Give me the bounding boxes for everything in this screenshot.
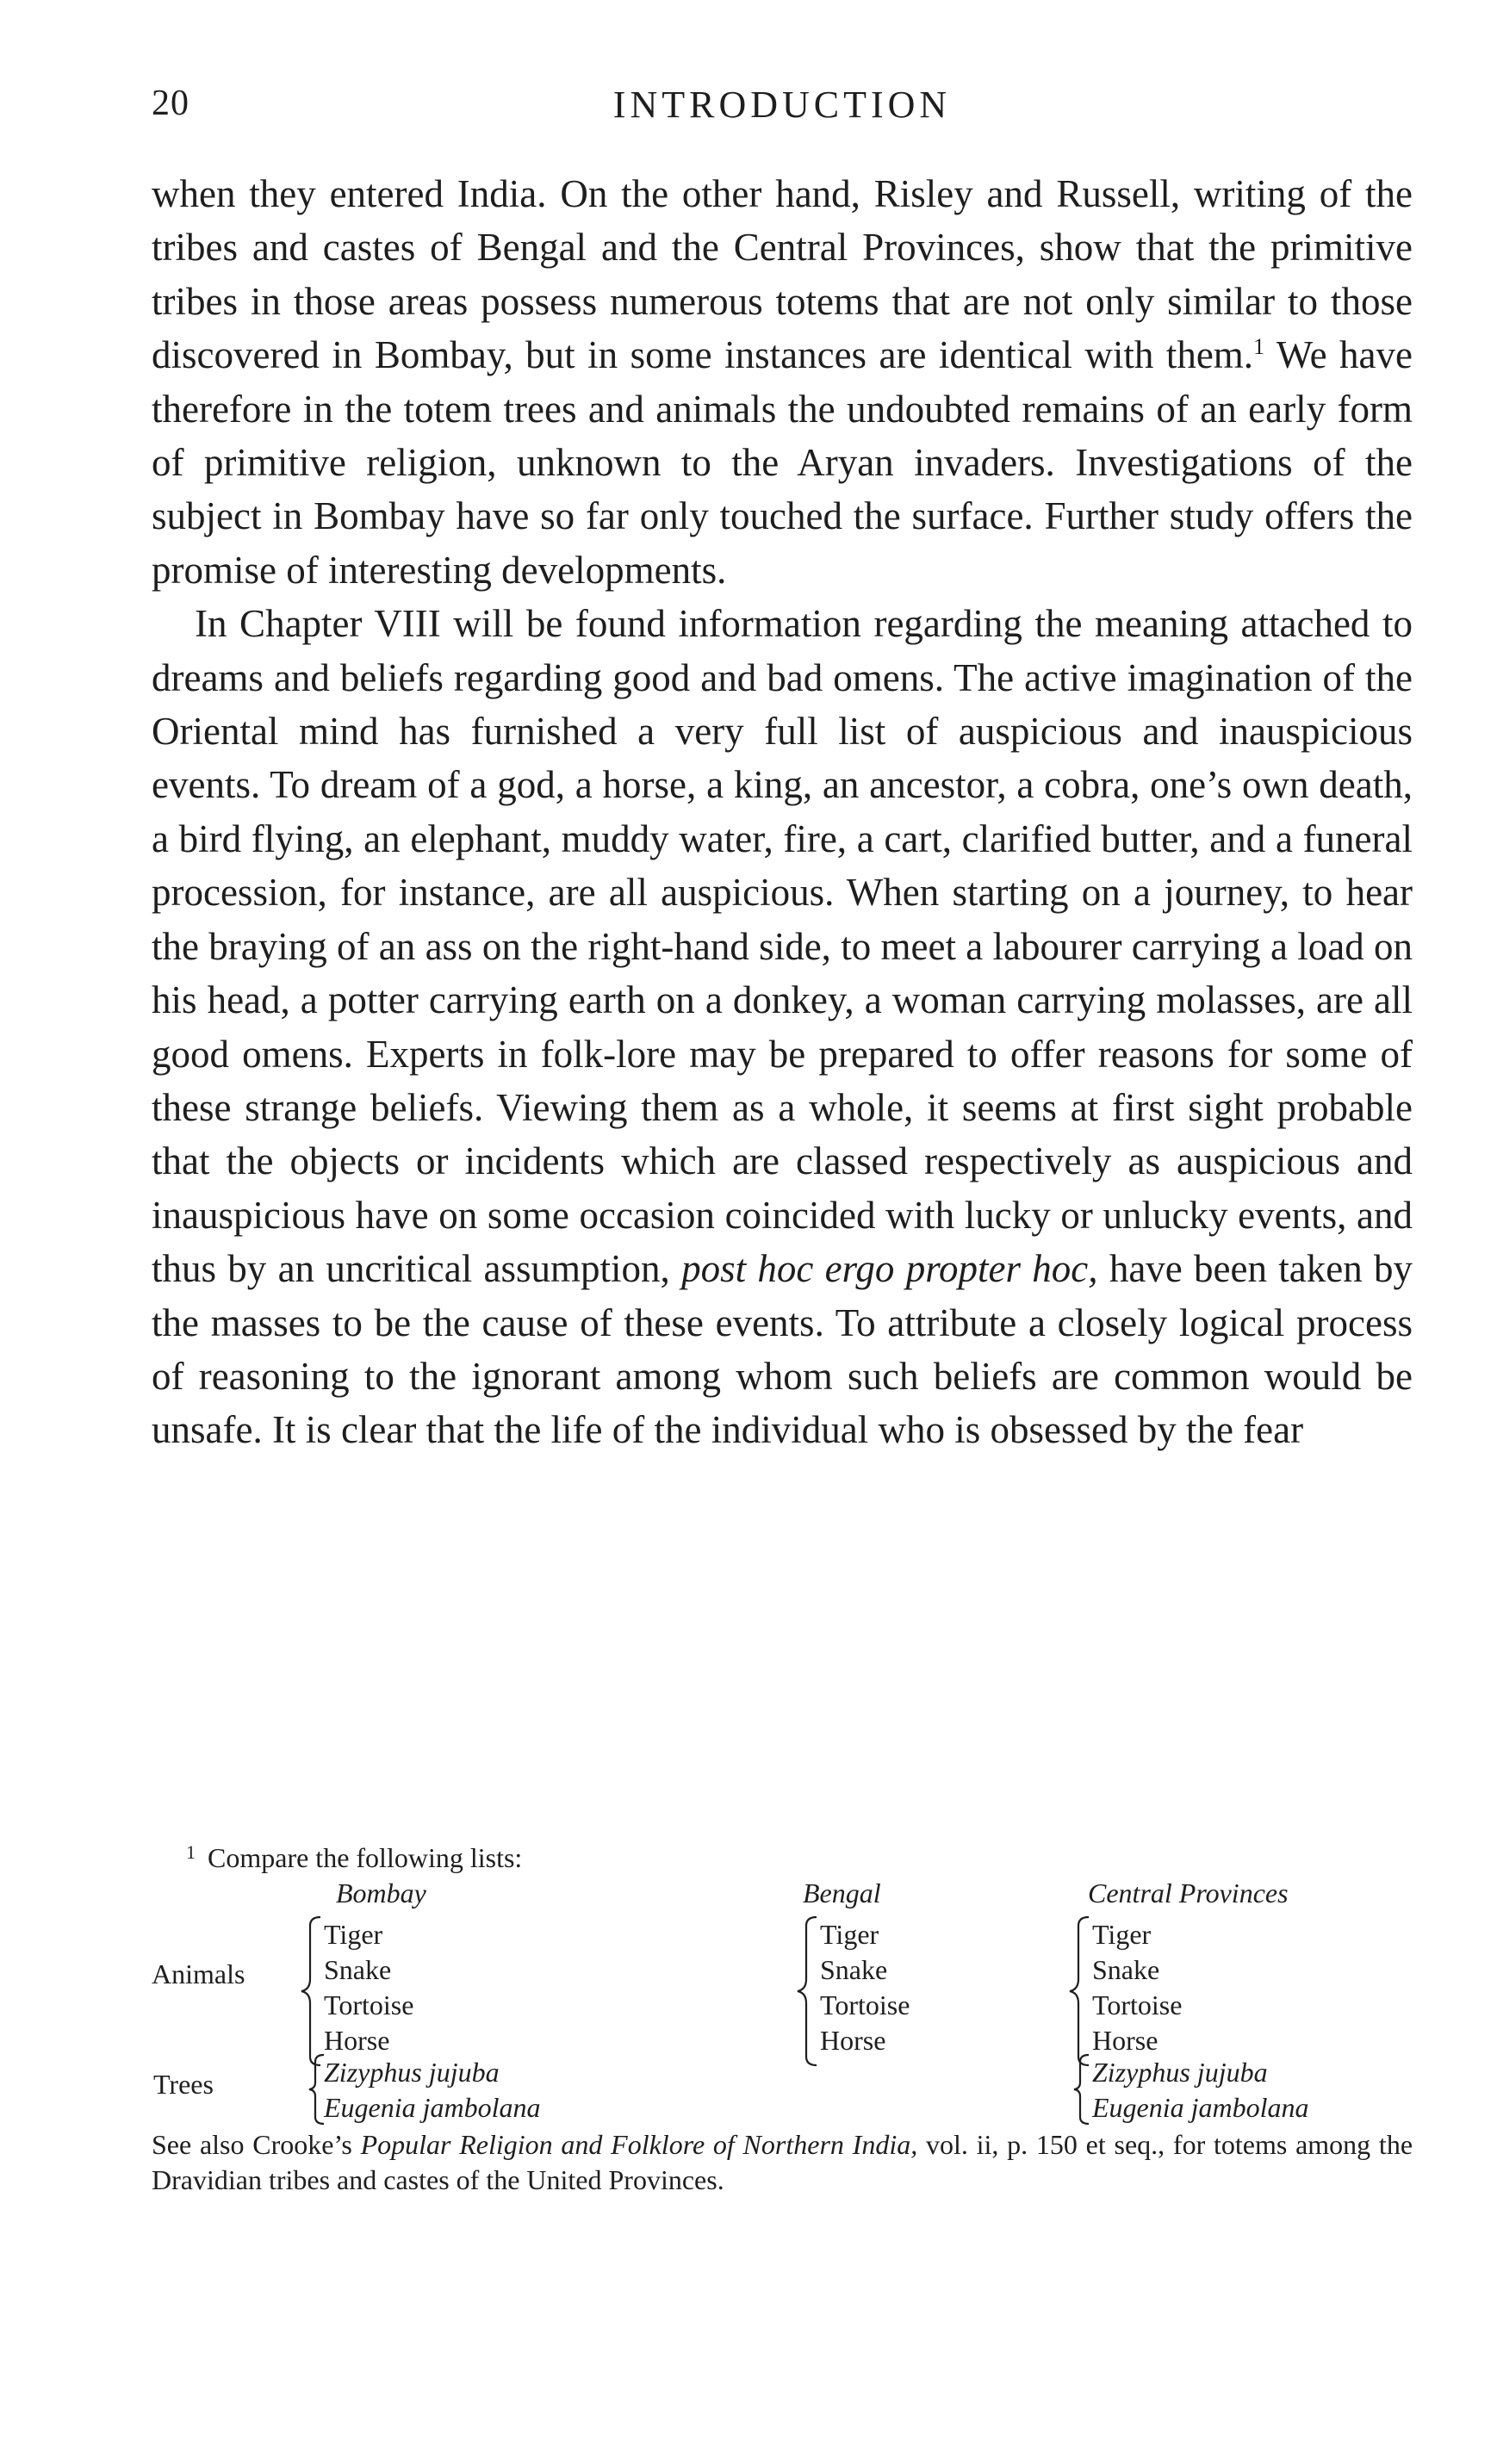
footnote-reference-text bbox=[152, 2127, 1413, 2198]
paragraph-totems bbox=[152, 167, 1413, 597]
animals-brace-bengal bbox=[794, 1915, 820, 2067]
paragraph-text: We have therefore in the totem trees and animals the undoubted remains of an early form of primitive religion, unknown to the Aryan invaders. Investigations of the subject in Bombay have so far only touched the surface. Further study offers the promise of interesting developments. bbox=[152, 333, 1413, 592]
chapter-title: INTRODUCTION bbox=[612, 84, 952, 126]
paragraph-text: In Chapter VIII will be found information regarding the meaning attached to dreams and beliefs regarding good and bad omens. The active imagination of the Oriental mind has furnished a very full list of auspicious and inauspicious events. To dream of a god, a horse, a king, an ancestor, a cobra, one’s own death, a bird flying, an elephant, muddy water, fire, a cart, clarified butter, and a funeral procession, for instance, are all auspicious. When starting on a journey, to hear the braying of an ass on the right-hand side, to meet a labourer carrying a load on his head, a potter carrying earth on a donkey, a woman carrying molasses, are all good omens. Experts in folk-lore may be prepared to offer reasons for some of these strange beliefs. Viewing them as a whole, it seems at first sight probable that the objects or incidents which are classed respectively as auspicious and inauspicious have on some occasion coincided with lucky or unlucky events, and thus by an uncritical assumption, bbox=[152, 602, 1413, 1291]
trees-brace-central-provinces bbox=[1072, 2053, 1092, 2126]
row-label-animals: Animals bbox=[152, 1958, 245, 1989]
footnote-marker: 1 bbox=[186, 1841, 196, 1863]
list-item: Snake bbox=[324, 1954, 392, 1985]
list-item: Tiger bbox=[1092, 1919, 1152, 1950]
page-number: 20 bbox=[152, 84, 189, 123]
footnote-reference[interactable]: 1 bbox=[1253, 334, 1265, 360]
list-item: Snake bbox=[1092, 1954, 1160, 1985]
list-item: Tiger bbox=[324, 1919, 383, 1950]
list-item: Horse bbox=[820, 2025, 886, 2056]
animals-brace-central-provinces bbox=[1066, 1915, 1092, 2067]
column-heading-central-provinces: Central Provinces bbox=[1088, 1877, 1289, 1909]
running-head bbox=[152, 83, 1413, 140]
list-item: Eugenia jambolana bbox=[1092, 2092, 1309, 2123]
list-item: Zizyphus jujuba bbox=[1092, 2057, 1268, 2088]
paragraph-text: when they entered India. On the other hand, Risley and Russell, writing of the tribes and castes of Bengal and the Central Provinces, show that the primitive tribes in those areas possess numerous totems that are not only similar to those discovered in Bombay, but in some instances are identical with them. bbox=[152, 172, 1413, 377]
paragraph-text: have been taken by the masses to be the cause of these events. To attribute a closely logical process of reasoning to the ignorant among whom such beliefs are common would be unsafe. It is clear that the life of the individual who is obsessed by the fear bbox=[152, 1247, 1413, 1452]
list-item: Eugenia jambolana bbox=[324, 2092, 541, 2123]
list-item: Horse bbox=[1092, 2025, 1158, 2056]
footnote bbox=[152, 1834, 1413, 2198]
book-title: Popular Religion and Folklore of Northern India, bbox=[360, 2129, 918, 2160]
list-item: Tortoise bbox=[1092, 1989, 1183, 2020]
list-item: Horse bbox=[324, 2025, 390, 2056]
paragraph-omens bbox=[152, 597, 1413, 1457]
list-item: Snake bbox=[820, 1954, 888, 1985]
footnote-intro bbox=[186, 1834, 1413, 1876]
animals-brace-bombay bbox=[298, 1915, 324, 2067]
list-item: Zizyphus jujuba bbox=[324, 2057, 500, 2088]
row-label-trees: Trees bbox=[153, 2069, 214, 2100]
footnote-text: See also Crooke’s bbox=[152, 2129, 361, 2160]
column-heading-bombay: Bombay bbox=[336, 1877, 426, 1909]
footnote-text: vol. ii, p. 150 et seq., for totems among the Dravidian tribes and castes of the United Provinces. bbox=[152, 2129, 1413, 2195]
latin-phrase: post hoc ergo propter hoc, bbox=[681, 1247, 1098, 1291]
list-item: Tortoise bbox=[324, 1989, 414, 2020]
body-text bbox=[152, 167, 1413, 1457]
list-item: Tortoise bbox=[820, 1989, 910, 2020]
column-heading-bengal: Bengal bbox=[803, 1877, 881, 1909]
list-item: Tiger bbox=[820, 1919, 879, 1950]
footnote-intro-text: Compare the following lists: bbox=[208, 1842, 523, 1873]
totem-comparison-table bbox=[152, 1876, 1413, 2123]
